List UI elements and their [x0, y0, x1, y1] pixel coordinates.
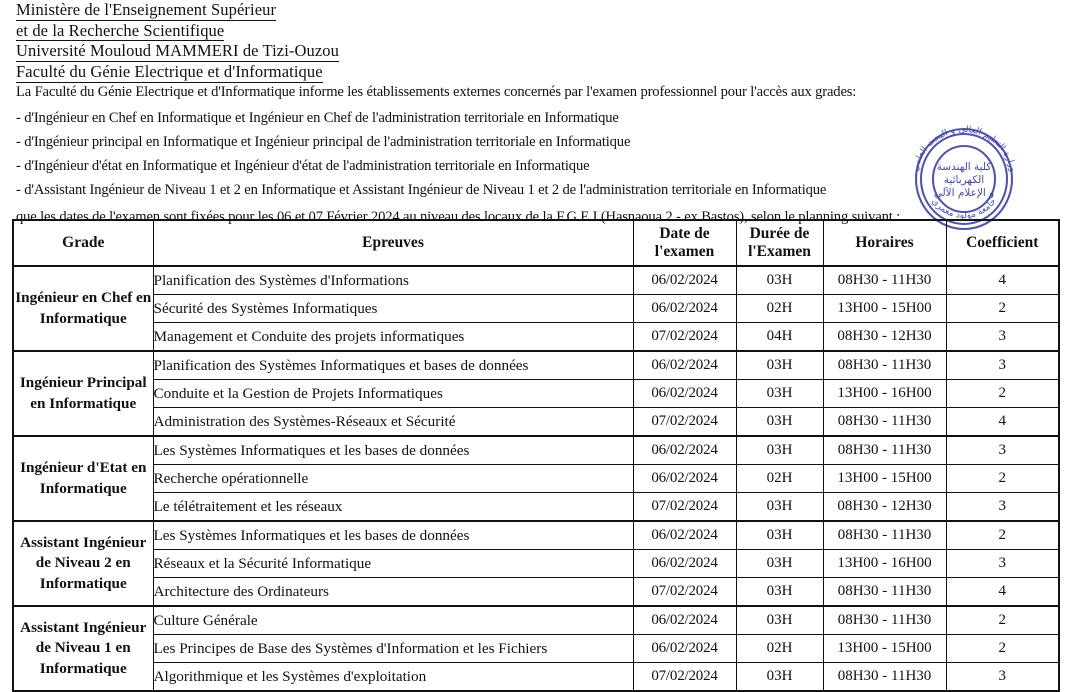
svg-text:كلية الهندسة: كلية الهندسة [936, 161, 992, 173]
coef-cell: 2 [946, 380, 1059, 408]
column-header-duree: Durée de l'Examen [736, 220, 823, 266]
table-row [13, 606, 1059, 635]
grade-cell: Assistant Ingénieur de Niveau 2 en Informatique [13, 521, 153, 606]
horaire-cell: 13H00 - 15H00 [823, 635, 946, 663]
coef-cell: 2 [946, 521, 1059, 550]
horaire-cell: 08H30 - 11H30 [823, 436, 946, 465]
epreuve-cell: Réseaux et la Sécurité Informatique [153, 550, 633, 578]
date-cell: 06/02/2024 [633, 606, 736, 635]
letterhead-line-1-text: Ministère de l'Enseignement Supérieur [16, 0, 277, 19]
duree-cell: 02H [736, 465, 823, 493]
table-row [13, 578, 1059, 607]
horaire-cell: 08H30 - 11H30 [823, 606, 946, 635]
svg-text:و الإعلام الآلي: و الإعلام الآلي [933, 187, 995, 199]
coef-cell: 2 [946, 635, 1059, 663]
duree-cell: 03H [736, 436, 823, 465]
grade-cell: Ingénieur en Chef en Informatique [13, 266, 153, 351]
grade-cell: Ingénieur Principal en Informatique [13, 351, 153, 436]
duree-cell: 03H [736, 521, 823, 550]
epreuve-cell: Sécurité des Systèmes Informatiques [153, 295, 633, 323]
date-cell: 07/02/2024 [633, 493, 736, 522]
date-cell: 06/02/2024 [633, 635, 736, 663]
table-row [13, 380, 1059, 408]
epreuve-cell: Le télétraitement et les réseaux [153, 493, 633, 522]
date-cell: 06/02/2024 [633, 521, 736, 550]
table-row [13, 465, 1059, 493]
column-header-epreuves: Epreuves [153, 220, 633, 266]
date-cell: 07/02/2024 [633, 408, 736, 437]
epreuve-cell: Conduite et la Gestion de Projets Informatiques [153, 380, 633, 408]
epreuve-cell: Culture Générale [153, 606, 633, 635]
duree-cell: 02H [736, 295, 823, 323]
duree-cell: 03H [736, 606, 823, 635]
horaire-cell: 08H30 - 11H30 [823, 351, 946, 380]
date-cell: 07/02/2024 [633, 323, 736, 352]
date-cell: 06/02/2024 [633, 465, 736, 493]
coef-cell: 3 [946, 351, 1059, 380]
coef-cell: 2 [946, 465, 1059, 493]
epreuve-cell: Les Systèmes Informatiques et les bases de données [153, 436, 633, 465]
coef-cell: 3 [946, 493, 1059, 522]
epreuve-cell: Algorithmique et les Systèmes d'exploitation [153, 663, 633, 692]
coef-cell: 3 [946, 436, 1059, 465]
table-row [13, 550, 1059, 578]
horaire-cell: 08H30 - 12H30 [823, 493, 946, 522]
epreuve-cell: Planification des Systèmes Informatiques et bases de données [153, 351, 633, 380]
duree-cell: 02H [736, 635, 823, 663]
coef-cell: 2 [946, 295, 1059, 323]
table-row [13, 266, 1059, 295]
column-header-coefficient: Coefficient [946, 220, 1059, 266]
epreuve-cell: Les Principes de Base des Systèmes d'Information et les Fichiers [153, 635, 633, 663]
table-header-row [13, 220, 1059, 266]
date-cell: 06/02/2024 [633, 266, 736, 295]
intro-bullet-4: - d'Assistant Ingénieur de Niveau 1 et 2 en Informatique et Assistant Ingénieur de Niveau 1 et 2 de l'administration territoriale en Informatique [16, 181, 827, 198]
table-body [13, 266, 1059, 691]
horaire-cell: 08H30 - 11H30 [823, 266, 946, 295]
table-row [13, 408, 1059, 437]
epreuve-cell: Planification des Systèmes d'Informations [153, 266, 633, 295]
table-row [13, 436, 1059, 465]
duree-cell: 03H [736, 493, 823, 522]
date-cell: 06/02/2024 [633, 295, 736, 323]
coef-cell: 3 [946, 323, 1059, 352]
horaire-cell: 13H00 - 15H00 [823, 465, 946, 493]
horaire-cell: 08H30 - 11H30 [823, 521, 946, 550]
letterhead-line-4-text: Faculté du Génie Electrique et d'Informatique [16, 62, 323, 82]
date-cell: 07/02/2024 [633, 663, 736, 692]
svg-text:جامعة مولود معمري: جامعة مولود معمري [929, 196, 999, 222]
column-header-date: Date de l'examen [633, 220, 736, 266]
letterhead-line-3-text: Université Mouloud MAMMERI de Tizi-Ouzou [16, 41, 339, 61]
epreuve-cell: Administration des Systèmes-Réseaux et Sécurité [153, 408, 633, 437]
table-row [13, 295, 1059, 323]
letterhead-line-2-text: et de la Recherche Scientifique [16, 20, 225, 40]
table-row [13, 351, 1059, 380]
date-cell: 06/02/2024 [633, 436, 736, 465]
coef-cell: 3 [946, 663, 1059, 692]
intro-closing: que les dates de l'examen sont fixées pour les 06 et 07 Février 2024 au niveau des locaux de la F.G.E.I (Hasnaoua 2 - ex Bastos), selon le planning suivant : [16, 209, 901, 225]
column-header-horaires: Horaires [823, 220, 946, 266]
epreuve-cell: Management et Conduite des projets informatiques [153, 323, 633, 352]
coef-cell: 4 [946, 266, 1059, 295]
intro-bullet-3: - d'Ingénieur d'état en Informatique et Ingénieur d'état de l'administration territoriale en Informatique [16, 157, 590, 174]
intro-block [16, 82, 1066, 229]
letterhead-line-2 [16, 21, 636, 42]
table-row [13, 663, 1059, 692]
planning-table-wrapper [12, 219, 1058, 692]
duree-cell: 03H [736, 351, 823, 380]
coef-cell: 3 [946, 550, 1059, 578]
intro-bullet-2: - d'Ingénieur principal en Informatique et Ingénieur principal de l'administration territoriale en Informatique [16, 133, 631, 150]
letterhead-line-3 [16, 41, 636, 62]
duree-cell: 03H [736, 663, 823, 692]
letterhead-line-1 [16, 0, 636, 21]
table-row [13, 493, 1059, 522]
letterhead [16, 0, 636, 83]
table-row [13, 323, 1059, 352]
duree-cell: 03H [736, 266, 823, 295]
horaire-cell: 08H30 - 11H30 [823, 578, 946, 607]
horaire-cell: 08H30 - 11H30 [823, 663, 946, 692]
date-cell: 06/02/2024 [633, 380, 736, 408]
duree-cell: 03H [736, 380, 823, 408]
epreuve-cell: Architecture des Ordinateurs [153, 578, 633, 607]
epreuve-cell: Les Systèmes Informatiques et les bases de données [153, 521, 633, 550]
duree-cell: 04H [736, 323, 823, 352]
svg-text:الكهربائية: الكهربائية [943, 174, 985, 186]
grade-cell: Assistant Ingénieur de Niveau 1 en Informatique [13, 606, 153, 691]
grade-cell: Ingénieur d'Etat en Informatique [13, 436, 153, 521]
duree-cell: 03H [736, 550, 823, 578]
duree-cell: 03H [736, 408, 823, 437]
coef-cell: 4 [946, 408, 1059, 437]
table-row [13, 635, 1059, 663]
column-header-grade: Grade [13, 220, 153, 266]
horaire-cell: 13H00 - 15H00 [823, 295, 946, 323]
table-header [13, 220, 1059, 266]
horaire-cell: 13H00 - 16H00 [823, 380, 946, 408]
letterhead-line-4 [16, 62, 636, 83]
intro-bullet-1: - d'Ingénieur en Chef en Informatique et Ingénieur en Chef de l'administration territoriale en Informatique [16, 109, 619, 126]
horaire-cell: 08H30 - 12H30 [823, 323, 946, 352]
coef-cell: 2 [946, 606, 1059, 635]
coef-cell: 4 [946, 578, 1059, 607]
svg-text:وزارة التعليم العالي و البحث ا: وزارة التعليم العالي و البحث العلمي [910, 124, 1018, 173]
intro-lead: La Faculté du Génie Electrique et d'Informatique informe les établissements externes concernés par l'examen professionnel pour l'accès aux grades: [16, 84, 857, 100]
date-cell: 06/02/2024 [633, 550, 736, 578]
date-cell: 07/02/2024 [633, 578, 736, 607]
duree-cell: 03H [736, 578, 823, 607]
horaire-cell: 13H00 - 16H00 [823, 550, 946, 578]
epreuve-cell: Recherche opérationnelle [153, 465, 633, 493]
table-row [13, 521, 1059, 550]
date-cell: 06/02/2024 [633, 351, 736, 380]
horaire-cell: 08H30 - 11H30 [823, 408, 946, 437]
planning-table [12, 219, 1060, 692]
